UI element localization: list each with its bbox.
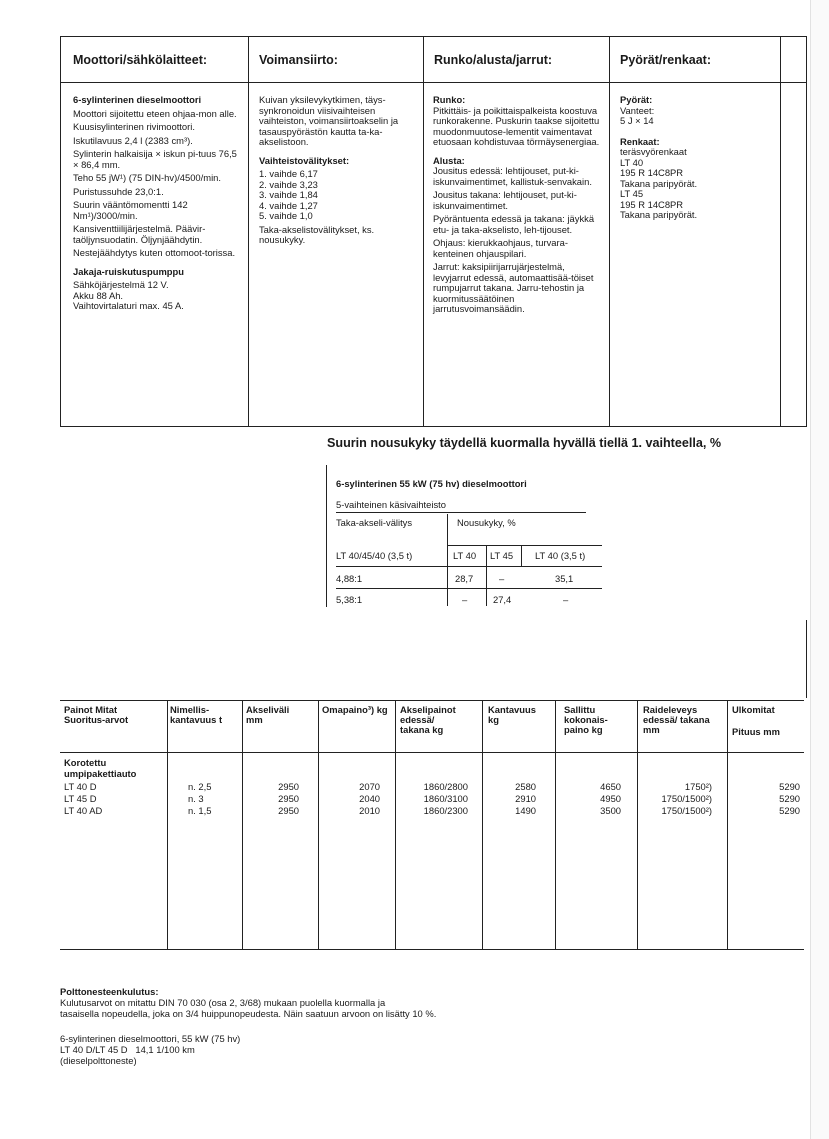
col-divider (482, 701, 483, 949)
row-curb: 2010 (359, 805, 380, 816)
climb-value: 35,1 (555, 573, 574, 584)
climb-rule (336, 566, 602, 567)
row-model: LT 40 D (64, 781, 97, 792)
engine-column (73, 95, 241, 312)
electrical-line: Vaihtovirtalaturi max. 45 A. (73, 300, 184, 311)
specs-box (60, 36, 807, 427)
engine-header: Moottori/sähkölaitteet: (73, 53, 208, 67)
row-curb: 2070 (359, 781, 380, 792)
row-nominal: n. 3 (188, 793, 204, 804)
group-label: Korotettu umpipakettiauto (64, 757, 137, 779)
electrical-line: Sähköjärjestelmä 12 V. (73, 279, 169, 290)
tyres-line: LT 40 (620, 156, 644, 168)
fuel-value: LT 40 D/LT 45 D 14,1 1/100 km (60, 1044, 195, 1055)
engine-line: Nestejäähdytys kuten ottomoot-torissa. (73, 247, 236, 258)
row-track: 1750²) (684, 781, 712, 792)
tyres-line: 195 R 14C8PR (620, 167, 684, 178)
col-divider (637, 701, 638, 949)
engine-line: Puristussuhde 23,0:1. (73, 185, 164, 197)
pump-subtitle: Jakaja-ruiskutuspumppu (73, 265, 184, 277)
col-divider (318, 701, 319, 949)
row-track: 1750/1500²) (661, 793, 712, 804)
engine-subtitle: 6-sylinterinen dieselmoottori (73, 94, 202, 105)
ratios-title: Vaihteistovälitykset: (259, 154, 350, 166)
climb-axle-models: LT 40/45/40 (3,5 t) (336, 550, 413, 561)
climb-axle-header: Taka-akseli-välitys (336, 517, 413, 528)
chassis-line: Pyöräntuenta edessä ja takana: jäykkä etu- ja taka-akselisto, leh-tijouset. (433, 213, 595, 235)
tyres-line: teräsvyörenkaat (620, 146, 687, 157)
tyres-line: Takana paripyörät. (620, 177, 698, 189)
header-nominal: Nimellis-kantavuus t (170, 704, 223, 725)
header-axle: Akselipainot edessä/ takana kg (400, 704, 456, 735)
climb-ratio: 4,88:1 (336, 573, 363, 584)
ratio-line: 2. vaihde 3,23 (259, 178, 318, 190)
row-axle: 1860/2800 (423, 781, 468, 792)
wheels-header: Pyörät/renkaat: (620, 53, 712, 67)
row-nominal: n. 1,5 (188, 805, 212, 816)
ratio-line: 1. vaihde 6,17 (259, 168, 318, 179)
row-curb: 2040 (359, 793, 380, 804)
col-divider (609, 37, 610, 426)
chassis-title: Alusta: (433, 154, 465, 166)
tyres-title: Renkaat: (620, 135, 660, 147)
climb-rule (447, 545, 602, 546)
climb-model: LT 45 (490, 550, 514, 561)
row-wheelbase: 2950 (278, 793, 299, 804)
ratio-line: 5. vaihde 1,0 (259, 210, 313, 221)
chassis-line: Ohjaus: kierukkaohjaus, turvara-kenteinen ohjauspilari. (433, 237, 568, 259)
header-curb: Omapaino³) kg (322, 704, 388, 715)
col-divider (395, 701, 396, 949)
climb-percent-header: Nousukyky, % (457, 517, 516, 528)
climb-ratio: 5,38:1 (336, 594, 363, 605)
transmission-column (259, 95, 417, 249)
row-gross: 4650 (600, 781, 621, 792)
climb-value: 27,4 (493, 594, 512, 605)
col-divider (167, 701, 168, 949)
tyres-line: Takana paripyörät. (620, 209, 698, 220)
engine-line: Moottori sijoitettu eteen ohjaa-mon alle. (73, 107, 237, 119)
row-length: 5290 (779, 793, 800, 804)
row-axle: 1860/3100 (423, 793, 468, 804)
wheels-column (620, 95, 775, 221)
engine-line: Teho 55 jW¹) (75 DIN-hv)/4500/min. (73, 172, 221, 183)
rear-axle-note: Taka-akselistovälitykset, ks. nousukyky. (259, 223, 375, 245)
rims-line: 5 J × 14 (620, 115, 654, 126)
frame-title: Runko: (433, 94, 466, 105)
tyres-line: LT 45 (620, 188, 644, 199)
col-divider (248, 37, 249, 426)
header-gross: Sallittu kokonais-paino kg (564, 704, 608, 735)
header-length: Pituus mm (732, 726, 780, 737)
fuel-engine: 6-sylinterinen dieselmoottori, 55 kW (75 hv) (60, 1033, 241, 1044)
chassis-line: Jousitus takana: lehtijouset, put-ki-iskunvaimentimet. (433, 189, 577, 211)
climb-title: Suurin nousukyky täydellä kuormalla hyvällä tiellä 1. vaihteella, % (327, 436, 722, 450)
rims-title: Pyörät: (620, 94, 653, 105)
frame-text: Pitkittäis- ja poikittaispalkeista koostuva runkorakenne. Puskurin taakse sijoitettu muodonmuutose-lementit vaimentavat etuosaan kohdistuvaa törmäysenergiaa. (433, 104, 600, 147)
chassis-line: Jousitus edessä: lehtijouset, put-ki-iskunvaimentimet, kallistuk-senvakain. (433, 165, 592, 187)
engine-line: Sylinterin halkaisija × iskun pi-tuus 76,5 × 86,4 mm. (73, 148, 237, 170)
header-track: Raideleveys edessä/ takana mm (643, 704, 710, 735)
row-length: 5290 (779, 781, 800, 792)
climb-rule (336, 588, 602, 589)
fuel-text: tasaisella nopeudella, joka on 3/4 huippunopeudesta. Näin saatuun arvoon on lisätty 10 %. (60, 1008, 437, 1019)
header-outer: Ulkomitat (732, 704, 775, 715)
row-length: 5290 (779, 805, 800, 816)
header-wheelbase: Akseliväli mm (246, 704, 290, 725)
row-wheelbase: 2950 (278, 781, 299, 792)
col-divider (555, 701, 556, 949)
row-payload: 2910 (515, 793, 536, 804)
climb-rule (336, 512, 586, 513)
engine-line: Suurin vääntömomentti 142 Nm¹)/3000/min. (73, 199, 188, 221)
col-divider (780, 37, 781, 426)
row-gross: 4950 (600, 793, 621, 804)
page-edge (810, 0, 829, 1139)
electrical-line: Akku 88 Ah. (73, 289, 124, 301)
col-divider (727, 701, 728, 949)
tyres-line: 195 R 14C8PR (620, 198, 684, 210)
col-divider (423, 37, 424, 426)
transmission-intro: Kuivan yksilevykytkimen, täys-synkronoidun viisivaihteisen vaihteiston, voimansiirtoakselin ja tasauspyörästön kautta ta-ka-akselistoon. (259, 94, 399, 147)
engine-line: Kuusisylinterinen rivimoottori. (73, 121, 195, 132)
ratio-line: 3. vaihde 1,84 (259, 189, 318, 200)
chassis-header: Runko/alusta/jarrut: (434, 53, 553, 67)
weights-table (60, 700, 804, 950)
header-label: Painot Mitat Suoritus-arvot (64, 704, 129, 725)
row-payload: 1490 (515, 805, 536, 816)
row-model: LT 40 AD (64, 805, 103, 816)
fuel-title: Polttonesteenkulutus: (60, 986, 159, 997)
climb-left-rule (326, 465, 327, 607)
right-edge-line-2 (806, 620, 807, 698)
climb-col-rule (486, 545, 487, 606)
climb-engine: 6-sylinterinen 55 kW (75 hv) dieselmoottori (336, 478, 527, 489)
rims-line: Vanteet: (620, 104, 655, 116)
row-axle: 1860/2300 (423, 805, 468, 816)
climb-value: 28,7 (455, 573, 474, 584)
climb-value: – (499, 573, 505, 584)
fuel-text: Kulutusarvot on mitattu DIN 70 030 (osa 2, 3/68) mukaan puolella kuormalla ja (60, 997, 386, 1008)
row-gross: 3500 (600, 805, 621, 816)
row-track: 1750/1500²) (661, 805, 712, 816)
engine-line: Iskutilavuus 2,4 l (2383 cm³). (73, 134, 193, 146)
climb-value: – (563, 594, 569, 605)
row-model: LT 45 D (64, 793, 97, 804)
transmission-header: Voimansiirto: (259, 53, 338, 67)
climb-model: LT 40 (3,5 t) (535, 550, 586, 561)
climb-col-rule (521, 545, 522, 567)
row-wheelbase: 2950 (278, 805, 299, 816)
row-payload: 2580 (515, 781, 536, 792)
fuel-note: (dieselpolttoneste) (60, 1055, 137, 1066)
climb-model: LT 40 (453, 550, 477, 561)
header-payload: Kantavuus kg (488, 704, 536, 725)
ratio-line: 4. vaihde 1,27 (259, 199, 318, 211)
climb-value: – (462, 594, 468, 605)
climb-gearbox: 5-vaihteinen käsivaihteisto (336, 499, 446, 510)
row-nominal: n. 2,5 (188, 781, 212, 792)
chassis-column (433, 95, 603, 318)
header-divider (61, 82, 807, 83)
header-divider (60, 752, 804, 753)
col-divider (242, 701, 243, 949)
climb-col-rule (447, 514, 448, 606)
engine-line: Kansiventtiilijärjestelmä. Päävir-taöljynsuodatin. Öljynjäähdytin. (73, 223, 206, 245)
chassis-line: Jarrut: kaksipiirijarrujärjestelmä, levyjarrut edessä, automaattisää-töiset rumpujarrut takana. Jarru-tehostin ja kuormitussäätöinen jarrutusvoimansäädin. (433, 261, 594, 314)
